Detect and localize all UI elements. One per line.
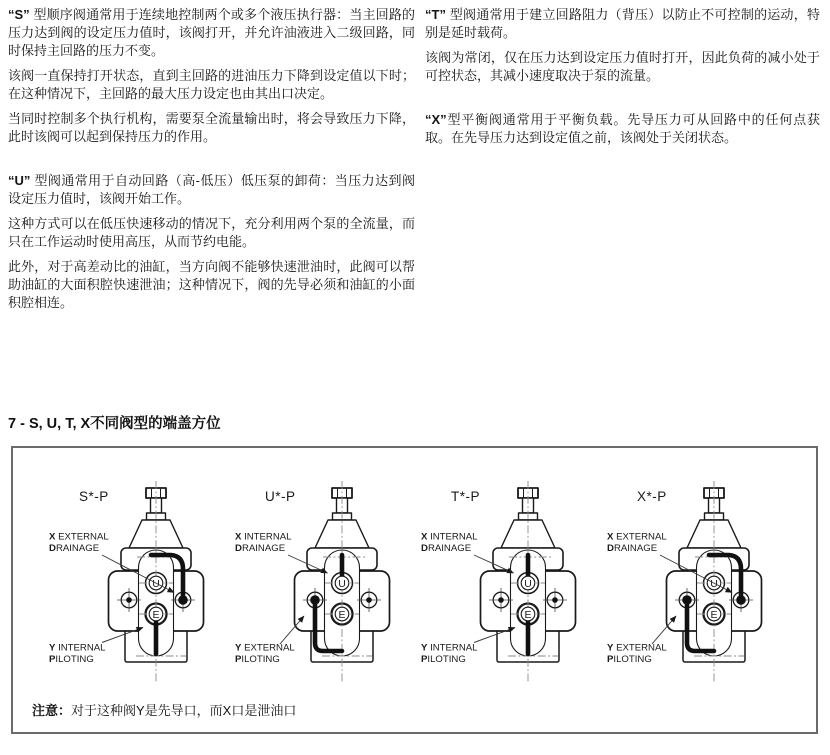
text-paragraph-left-1: “S” 型顺序阀通常用于连续地控制两个或多个液压执行器：当主回路的压力达到阀的设定压力值时，该阀打开，并允许油液进入二级回路，同时保持主回路的压力不变。 [8,7,415,58]
x-drainage-label-line1: X INTERNAL [421,531,478,543]
port-letter-u: U [152,577,160,590]
text-column-right [425,6,820,404]
side-port-right-dot [178,595,188,605]
valve-figure-box [11,446,818,734]
text-paragraph-left-6: 此外，对于高差动比的油缸，当方向阀不能够快速泄油时，此阀可以帮助油缸的大面积腔快速泄油；这种情况下，阀的先导必须和油缸的小面积腔相连。 [8,259,415,310]
port-letter-e: E [524,608,532,621]
valve-diagram-t [402,475,592,690]
section-heading: 7 - S, U, T, X不同阀型的端盖方位 [8,416,221,432]
valve-title-label: S*-P [79,489,109,504]
valve-title-label: T*-P [451,489,480,504]
y-piloting-label-line2: PILOTING [421,654,466,665]
y-piloting-label-line2: PILOTING [607,654,652,665]
text-paragraph-left-4: “U” 型阀通常用于自动回路（高-低压）低压泵的卸荷：当压力达到阀设定压力值时，该阀开始工作。 [8,173,415,206]
text-paragraph-left-3: 当同时控制多个执行机构，需要泵全流量输出时，将会导致压力下降，此时该阀可以起到保持压力的作用。 [8,111,415,144]
x-drainage-label-line2: DRAINAGE [49,543,100,554]
text-paragraph-left-5: 这种方式可以在低压快速移动的情况下，充分利用两个泵的全流量，而只在工作运动时使用高压，从而节约电能。 [8,216,415,249]
text-column-left [8,6,415,404]
note-lead: 注意： [32,703,72,718]
y-piloting-label-line1: Y EXTERNAL [235,642,295,654]
port-letter-u: U [338,577,346,590]
side-port-left-dot [682,595,692,605]
valve-diagram-x [588,475,778,690]
valve-title-label: X*-P [637,489,667,504]
y-piloting-label-line2: PILOTING [235,654,280,665]
y-piloting-label-line1: Y EXTERNAL [607,642,667,654]
side-port-left-dot [498,597,504,603]
port-letter-u: U [524,577,532,590]
paragraph-lead: “X” [425,112,447,127]
port-letter-e: E [338,608,346,621]
side-port-right-dot [552,597,558,603]
text-paragraph-right-3: “X”型平衡阀通常用于平衡负载。先导压力可从回路中的任何点获取。在先导压力达到设定值之前，该阀处于关闭状态。 [425,112,820,145]
valve-diagram-u [216,475,406,690]
figure-note [32,700,296,719]
x-drainage-label-line2: DRAINAGE [235,543,286,554]
x-drainage-label-line1: X EXTERNAL [607,531,667,543]
valve-diagram-s [30,475,220,690]
x-drainage-label-line2: DRAINAGE [421,543,472,554]
y-piloting-label-line2: PILOTING [49,654,94,665]
y-piloting-label-line1: Y INTERNAL [49,642,106,654]
side-port-right-dot [736,595,746,605]
side-port-left-dot [310,595,320,605]
port-letter-e: E [152,608,160,621]
paragraph-lead: “U” [8,173,31,188]
port-letter-u: U [710,577,718,590]
x-drainage-label-line1: X EXTERNAL [49,531,109,543]
paragraph-lead: “S” [8,7,30,22]
port-letter-e: E [710,608,718,621]
text-paragraph-right-1: “T” 型阀通常用于建立回路阻力（背压）以防止不可控制的运动，特别是延时载荷。 [425,7,820,40]
y-piloting-label-line1: Y INTERNAL [421,642,478,654]
side-port-right-dot [366,597,372,603]
paragraph-lead: “T” [425,7,446,22]
note-text: 对于这种阀Y是先导口，而X口是泄油口 [71,703,297,718]
side-port-left-dot [126,597,132,603]
x-drainage-label-line2: DRAINAGE [607,543,658,554]
valve-title-label: U*-P [265,489,296,504]
text-paragraph-left-2: 该阀一直保持打开状态，直到主回路的进油压力下降到设定值以下时；在这种情况下，主回路的最大压力设定也由其出口决定。 [8,68,415,101]
x-drainage-label-line1: X INTERNAL [235,531,292,543]
text-paragraph-right-2: 该阀为常闭，仅在压力达到设定压力值时打开，因此负荷的减小处于可控状态，其减小速度取决于泵的流量。 [425,50,820,83]
